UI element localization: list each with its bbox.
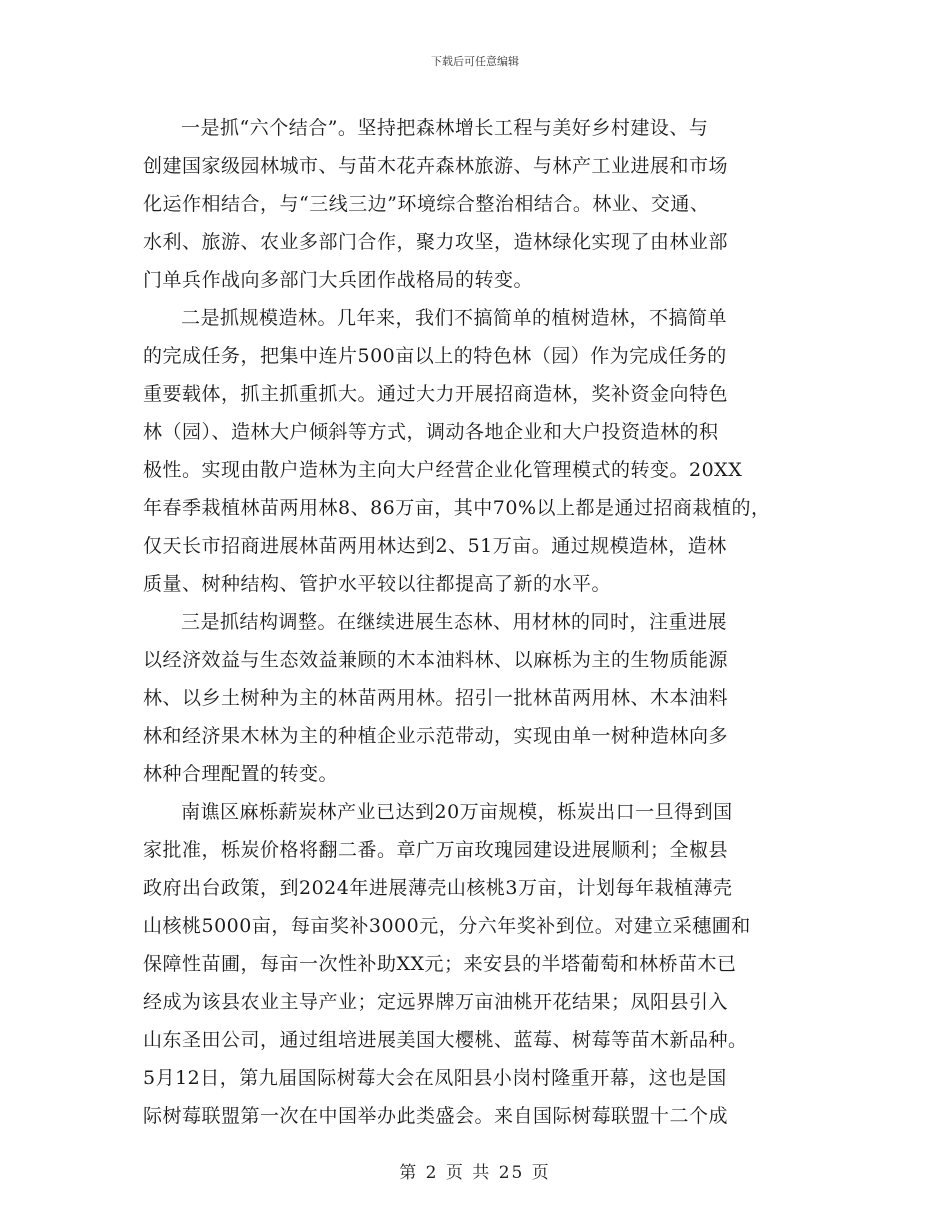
text-line: 质量、树种结构、管护水平较以往都提高了新的水平。 xyxy=(143,573,612,595)
text-line: 一是抓“六个结合”。坚持把森林增长工程与美好乡村建设、与 xyxy=(181,117,709,139)
text-line: 创建国家级园林城市、与苗木花卉森林旅游、与林产工业进展和市场 xyxy=(143,155,729,177)
text-line: 水利、旅游、农业多部门合作，聚力攻坚，造林绿化实现了由林业部 xyxy=(143,231,729,253)
text-line: 家批准，栎炭价格将翻二番。章广万亩玫瑰园建设进展顺利；全椒县 xyxy=(143,839,729,861)
text-line: 保障性苗圃，每亩一次性补助XX元；来安县的半塔葡萄和林桥苗木已 xyxy=(143,953,737,975)
text-line: 山东圣田公司，通过组培进展美国大樱桃、蓝莓、树莓等苗木新品种。 xyxy=(143,1029,748,1051)
text-line: 际树莓联盟第一次在中国举办此类盛会。来自国际树莓联盟十二个成 xyxy=(143,1105,729,1127)
text-line: 南谯区麻栎薪炭林产业已达到20万亩规模，栎炭出口一旦得到国 xyxy=(181,801,733,823)
text-line: 仅天长市招商进展林苗两用林达到2、51万亩。通过规模造林，造林 xyxy=(143,535,727,557)
text-line: 林种合理配置的转变。 xyxy=(143,763,339,785)
text-line: 林和经济果木林为主的种植企业示范带动，实现由单一树种造林向多 xyxy=(143,725,729,747)
page-header: 下载后可任意编辑 xyxy=(431,55,519,68)
text-line: 年春季栽植林苗两用林8、86万亩，其中70%以上都是通过招商栽植的， xyxy=(143,497,771,519)
text-line: 二是抓规模造林。几年来，我们不搞简单的植树造林，不搞简单 xyxy=(181,307,728,329)
text-line: 山核桃5000亩，每亩奖补3000元，分六年奖补到位。对建立采穗圃和 xyxy=(143,915,751,937)
page-number: 第 2 页 共 25 页 xyxy=(399,1163,551,1183)
text-line: 政府出台政策，到2024年进展薄壳山核桃3万亩，计划每年栽植薄壳 xyxy=(143,877,733,899)
text-line: 林（园）、造林大户倾斜等方式，调动各地企业和大户投资造林的积 xyxy=(143,421,719,443)
text-line: 5月12日，第九届国际树莓大会在凤阳县小岗村隆重开幕，这也是国 xyxy=(143,1067,727,1089)
text-line: 经成为该县农业主导产业；定远界牌万亩油桃开花结果；凤阳县引入 xyxy=(143,991,729,1013)
text-line: 的完成任务，把集中连片500亩以上的特色林（园）作为完成任务的 xyxy=(143,345,727,367)
text-line: 化运作相结合，与“三线三边”环境综合整治相结合。林业、交通、 xyxy=(143,193,710,215)
text-line: 以经济效益与生态效益兼顾的木本油料林、以麻栎为主的生物质能源 xyxy=(143,649,729,671)
text-line: 门单兵作战向多部门大兵团作战格局的转变。 xyxy=(143,269,534,291)
text-line: 极性。实现由散户造林为主向大户经营企业化管理模式的转变。20XX xyxy=(143,459,743,481)
text-line: 重要载体，抓主抓重抓大。通过大力开展招商造林，奖补资金向特色 xyxy=(143,383,729,405)
text-line: 三是抓结构调整。在继续进展生态林、用材林的同时，注重进展 xyxy=(181,611,728,633)
text-line: 林、以乡土树种为主的林苗两用林。招引一批林苗两用林、木本油料 xyxy=(143,687,729,709)
